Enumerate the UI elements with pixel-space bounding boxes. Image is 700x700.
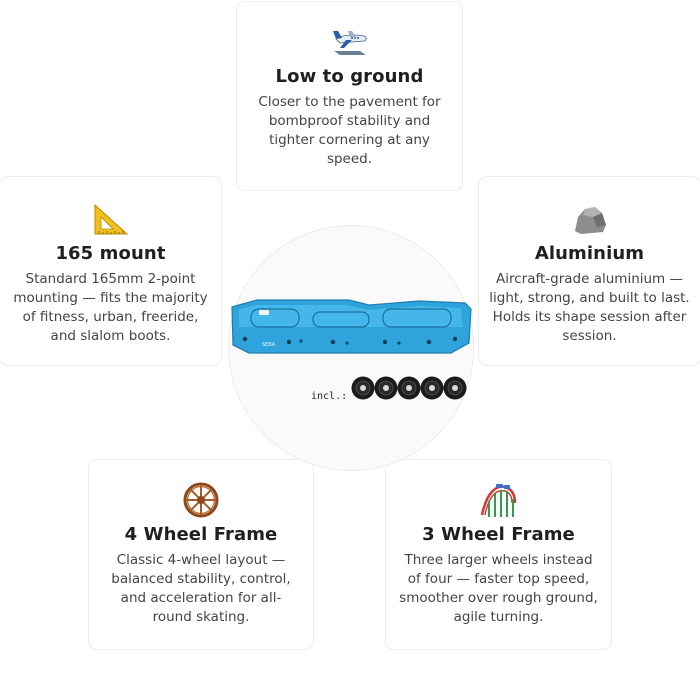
roller-coaster-icon xyxy=(386,482,611,518)
wheel-icon xyxy=(375,377,398,400)
feature-title: 3 Wheel Frame xyxy=(422,524,575,545)
feature-title: Low to ground xyxy=(275,66,424,87)
skate-frame-image xyxy=(229,297,473,357)
wheel-icon xyxy=(444,377,467,400)
triangle-ruler-icon xyxy=(0,201,221,237)
feature-description: Standard 165mm 2-point mounting — fits the majority of fitness, urban, freeride, and slalom boots. xyxy=(13,271,208,344)
feature-title: 4 Wheel Frame xyxy=(124,524,278,545)
feature-card-aluminium xyxy=(478,176,700,366)
wheel-icon xyxy=(352,377,375,400)
included-wheels xyxy=(351,373,467,405)
feature-description: Closer to the pavement for bombproof stability and tighter cornering at any speed. xyxy=(258,94,441,167)
feature-description: Aircraft-grade aluminium — light, strong, and built to last. Holds its shape session after session. xyxy=(489,271,690,344)
feature-card-3-wheel-frame xyxy=(385,459,612,650)
feature-card-4-wheel-frame xyxy=(88,459,314,650)
feature-card-low-to-ground xyxy=(236,1,463,191)
feature-card-165-mount xyxy=(0,176,222,366)
included-label: incl.: xyxy=(311,391,348,402)
wheel-icon xyxy=(421,377,444,400)
airplane-icon xyxy=(237,24,462,60)
wheel-icon xyxy=(398,377,421,400)
frame-brand-text: SEBA xyxy=(262,342,276,348)
feature-title: 165 mount xyxy=(55,243,166,264)
feature-description: Three larger wheels instead of four — faster top speed, smoother over rough ground, agile turning. xyxy=(399,552,598,625)
feature-description: Classic 4-wheel layout — balanced stability, control, and acceleration for all-round skating. xyxy=(111,552,291,625)
wagon-wheel-icon xyxy=(89,482,313,518)
rock-icon xyxy=(479,201,700,237)
feature-title: Aluminium xyxy=(534,243,645,264)
